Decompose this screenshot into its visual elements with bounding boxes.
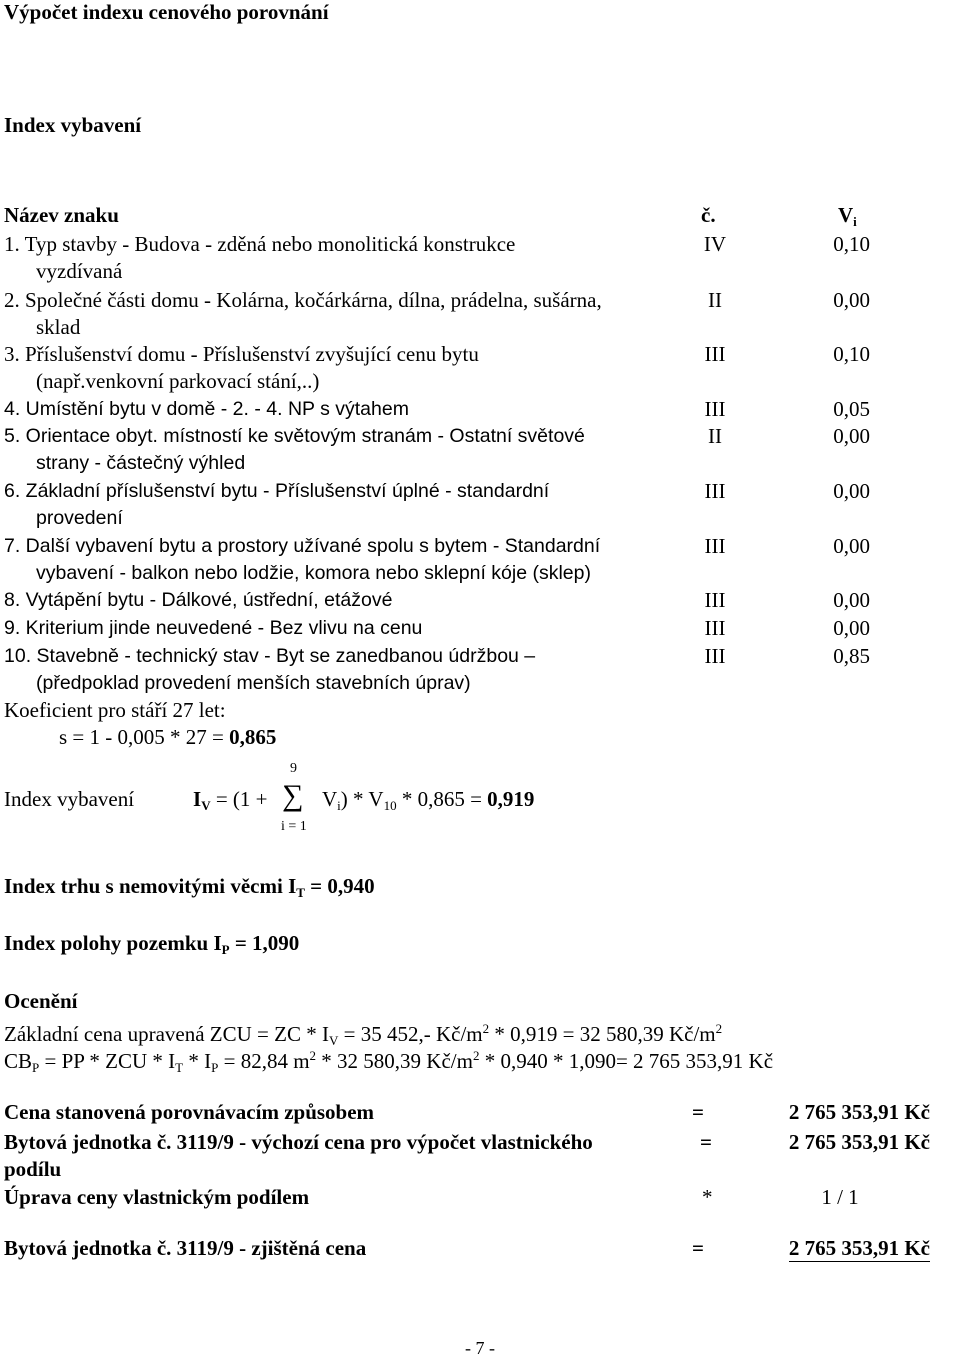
sigma-symbol: ∑ [282, 779, 304, 812]
section-title: Index vybavení [4, 113, 142, 137]
row-name-line1: 8. Vytápění bytu - Dálkové, ústřední, etážové [4, 589, 393, 611]
row-value: 0,00 [833, 616, 870, 640]
row-name-line2: sklad [36, 315, 81, 339]
col-header-v: $V_i$ [838, 203, 857, 229]
summary-label-2: Bytová jednotka č. 3119/9 - výchozí cena pro výpočet vlastnického [4, 1130, 593, 1154]
col-header-name: Název znaku [4, 203, 119, 227]
row-name-line2: vyzdívaná [36, 259, 123, 283]
summary-op-4: = [692, 1236, 704, 1260]
row-name-line1: 9. Kriterium jinde neuvedené - Bez vlivu na cenu [4, 617, 423, 639]
row-value: 0,00 [833, 479, 870, 503]
row-value: 0,85 [833, 644, 870, 668]
valuation-line-1: Základní cena upravená ZCU = ZC * $I_V = 35$ 452,- $Kč/m^2 * 0,919 = 32$ 580,39 $Kč/m^2$ [4, 1021, 723, 1048]
row-value: 0,00 [833, 588, 870, 612]
row-name-line2: provedení [36, 507, 123, 529]
row-name-line2: (např.venkovní parkovací stání,..) [36, 369, 320, 393]
row-value: 0,00 [833, 288, 870, 312]
row-value: 0,10 [833, 342, 870, 366]
summary-label-1: Cena stanovená porovnávacím způsobem [4, 1100, 375, 1124]
row-name-line1: 1. Typ stavby - Budova - zděná nebo monolitická konstrukce [4, 232, 516, 256]
row-name-line1: 10. Stavebně - technický stav - Byt se zanedbanou údržbou – [4, 645, 536, 667]
row-class: II [708, 288, 722, 312]
row-name-line1: 6. Základní příslušenství bytu - Příslušenství úplné - standardní [4, 480, 550, 502]
summary-label-4: Bytová jednotka č. 3119/9 - zjištěná cena [4, 1236, 367, 1260]
row-name-line1: 3. Příslušenství domu - Příslušenství zvyšující cenu bytu [4, 342, 479, 366]
valuation-line-2: $CB_P$ = PP * ZCU * $I_T * I_P = 82,84$ $m^2 * 32$ 580,39 $Kč/m^2 * 0,940 * 1,090= 2$ 765 353,91 Kč [4, 1048, 774, 1075]
row-class: III [704, 644, 726, 668]
row-class: II [708, 424, 722, 448]
row-name-line2: vybavení - balkon nebo lodžie, komora nebo sklepní kóje (sklep) [36, 562, 591, 584]
summary-label-3: Úprava ceny vlastnickým podílem [4, 1185, 310, 1209]
index-label: Index vybavení [4, 787, 135, 811]
row-name-line2: (předpoklad provedení menších stavebních úprav) [36, 672, 471, 694]
page-title: Výpočet indexu cenového porovnání [4, 0, 329, 24]
row-class: III [704, 397, 726, 421]
summary-op-2: = [700, 1130, 712, 1154]
row-name-line1: 4. Umístění bytu v domě - 2. - 4. NP s výtahem [4, 398, 409, 420]
row-value: 0,10 [833, 232, 870, 256]
market-index: Index trhu s nemovitými věcmi $I_T = 0,940$ [4, 874, 375, 900]
row-class: III [704, 616, 726, 640]
location-index: Index polohy pozemku $I_P = 1,090$ [4, 931, 300, 957]
index-formula-right: $V_i) * V_{10} * 0,865 = 0,919$ [322, 787, 535, 813]
row-class: III [704, 588, 726, 612]
summary-label-2b: podílu [4, 1157, 62, 1181]
summary-value-1: 2 765 353,91 Kč [788, 1100, 930, 1124]
index-formula-left: $I_V = (1$ + [193, 787, 268, 813]
row-name-line1: 2. Společné části domu - Kolárna, kočárkárna, dílna, prádelna, sušárna, [4, 288, 602, 312]
summary-op-1: = [692, 1100, 704, 1124]
row-class: III [704, 342, 726, 366]
summary-value-3: 1 / 1 [821, 1185, 859, 1209]
summary-value-4: 2 765 353,91 Kč [788, 1236, 930, 1260]
valuation-heading: Ocenění [4, 989, 78, 1013]
sum-upper-limit: 9 [290, 761, 297, 776]
summary-value-2: 2 765 353,91 Kč [788, 1130, 930, 1154]
row-class: IV [703, 232, 727, 256]
col-header-no: č. [701, 203, 716, 227]
row-name-line1: 5. Orientace obyt. místností ke světovým stranám - Ostatní světové [4, 425, 585, 447]
summary-op-3: * [702, 1185, 713, 1209]
row-name-line2: strany - částečný výhled [36, 452, 246, 474]
row-value: 0,00 [833, 534, 870, 558]
row-value: 0,05 [833, 397, 870, 421]
row-name-line1: 7. Další vybavení bytu a prostory užívané spolu s bytem - Standardní [4, 535, 601, 557]
age-coefficient-label: Koeficient pro stáří 27 let: [4, 698, 226, 722]
sum-lower-limit: i = 1 [281, 819, 307, 834]
row-class: III [704, 479, 726, 503]
row-class: III [704, 534, 726, 558]
age-formula: s = 1 - 0,005 * 27 = 0,865 [59, 725, 277, 749]
row-value: 0,00 [833, 424, 870, 448]
page-number: - 7 - [465, 1338, 495, 1358]
